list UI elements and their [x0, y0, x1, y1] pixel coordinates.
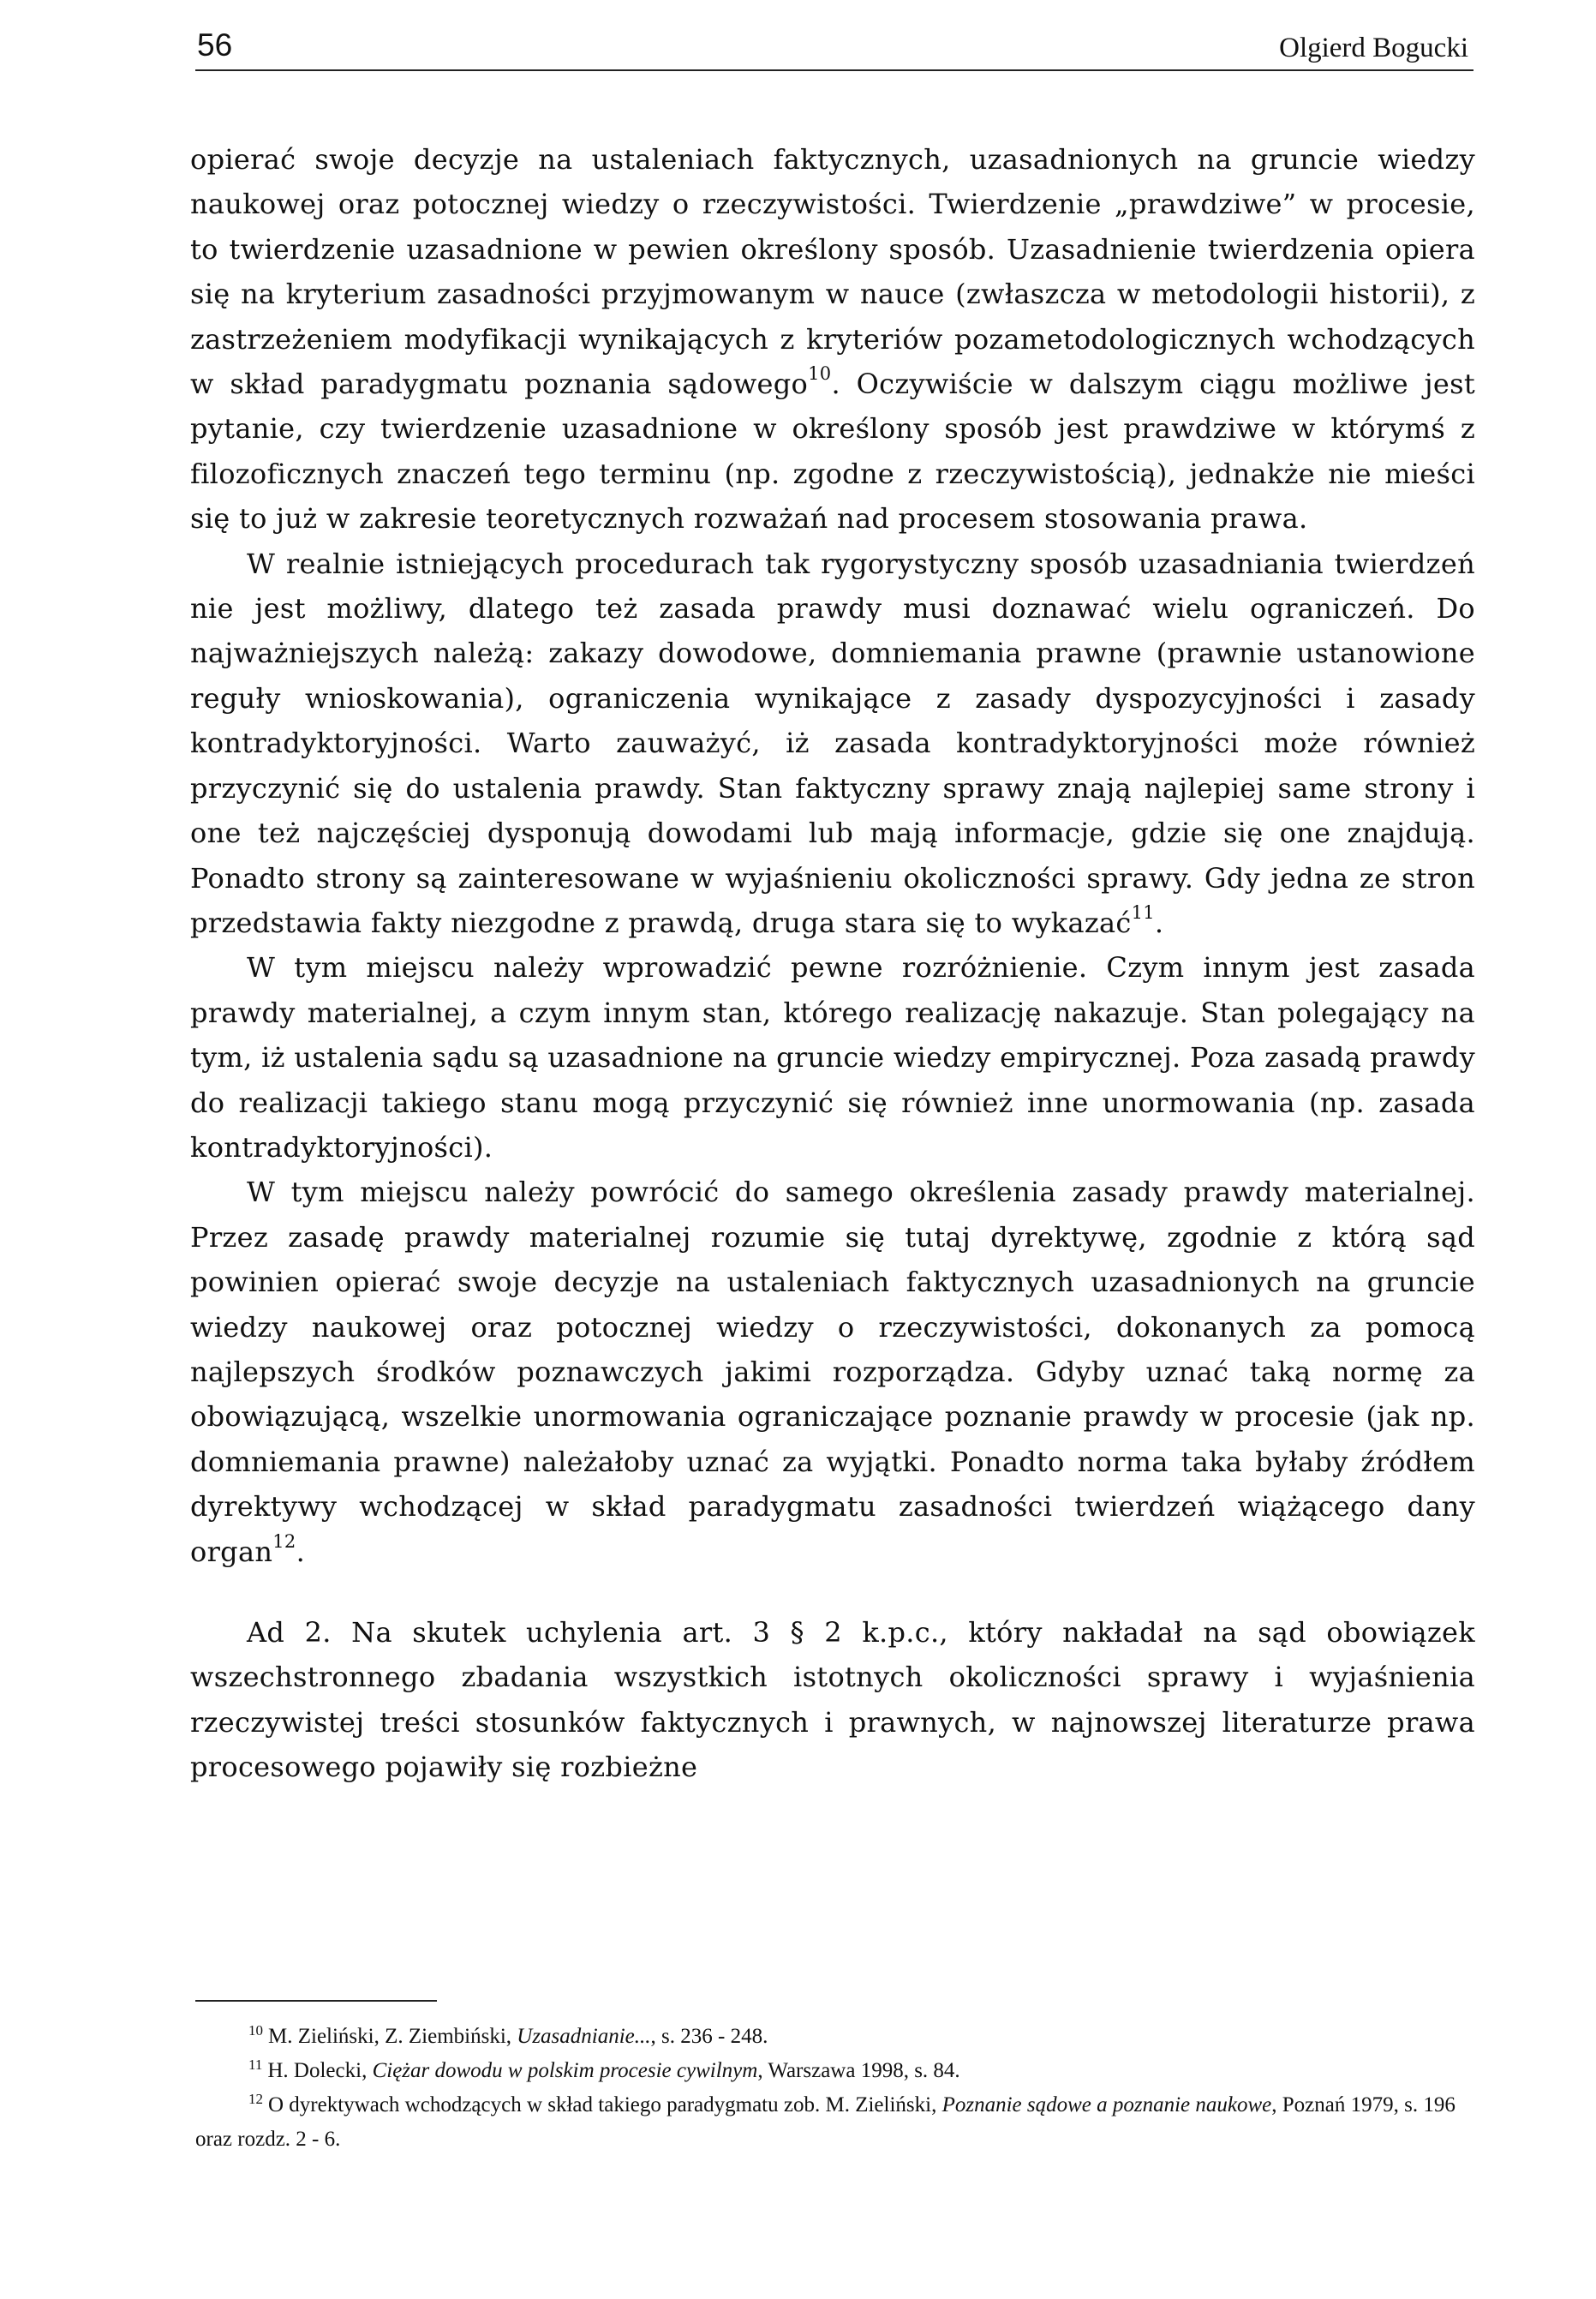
- footnote-title: Poznanie sądowe a poznanie naukowe: [941, 2093, 1272, 2116]
- footnote-number: 10: [248, 2022, 263, 2039]
- page-number: 56: [197, 27, 233, 63]
- paragraph-2-text: W realnie istniejących procedurach tak rygorystyczny sposób uzasadniania twierdzeń nie jest możliwy, dlatego też zasada prawdy musi doznawać wielu ograniczeń. Do najważniejszych należą: zakazy dowodowe, domniemania prawne (prawnie ustanowione reguły wnioskowania), ograniczenia wynikające z zasady dyspozycyjności i zasady kontradyktoryjności. Warto zauważyć, iż zasada kontradyktoryjności może również przyczynić się do ustalenia prawdy. Stan faktyczny sprawy znają najlepiej same strony i one też najczęściej dysponują dowodami lub mają informacje, gdzie się one znajdują. Ponadto strony są zainteresowane w wyjaśnieniu okoliczności sprawy. Gdy jedna ze stron przedstawia fakty niezgodne z prawdą, druga stara się to wykazać: [190, 547, 1475, 939]
- paragraph-4: [190, 1170, 1475, 1574]
- footnote-number: 12: [248, 2091, 263, 2107]
- footnote-text: , Warszawa 1998, s. 84.: [757, 2059, 960, 2082]
- paragraph-2: [190, 542, 1475, 946]
- paragraph-1-text-cont: . Oczywiście w dalszym ciągu możliwe jest pytanie, czy twierdzenie uzasadnione w określony sposób jest prawdziwe w którymś z filozoficznych znaczeń tego terminu (np. zgodne z rzeczywistością), jednakże nie mieści się to już w zakresie teoretycznych rozważań nad procesem stosowania prawa.: [190, 368, 1475, 536]
- footnotes: [195, 2021, 1473, 2156]
- footnote-text: M. Zieliński, Z. Ziembiński,: [268, 2025, 517, 2048]
- body-text: [190, 137, 1475, 1790]
- paragraph-5-text: Ad 2. Na skutek uchylenia art. 3 § 2 k.p.c., który nakładał na sąd obowiązek wszechstronnego zbadania wszystkich istotnych okoliczności sprawy i wyjaśnienia rzeczywistej treści stosunków faktycznych i prawnych, w najnowszej literaturze prawa procesowego pojawiły się rozbieżne: [190, 1616, 1475, 1784]
- footnote-text: H. Dolecki,: [267, 2059, 373, 2082]
- footnote-number: 11: [248, 2057, 263, 2073]
- paragraph-1-text: opierać swoje decyzje na ustaleniach faktycznych, uzasadnionych na gruncie wiedzy naukowej oraz potocznej wiedzy o rzeczywistości. Twierdzenie „prawdziwe” w procesie, to twierdzenie uzasadnione w pewien określony sposób. Uzasadnienie twierdzenia opiera się na kryterium zasadności przyjmowanym w nauce (zwłaszcza w metodologii historii), z zastrzeżeniem modyfikacji wynikających z kryteriów pozametodologicznych wchodzących w skład paradygmatu poznania sądowego: [190, 143, 1475, 401]
- footnote-ref-12: 12: [272, 1530, 296, 1552]
- footnote-10: [195, 2021, 1473, 2055]
- footnote-12: [195, 2089, 1473, 2156]
- paragraph-1: [190, 137, 1475, 542]
- footnote-ref-10: 10: [808, 363, 832, 385]
- footnote-text: , Poznań 1979, s. 196 oraz rozdz. 2 - 6.: [195, 2093, 1456, 2151]
- footnote-text: O dyrektywach wchodzących w skład takiego paradygmatu zob. M. Zieliński,: [268, 2093, 942, 2116]
- footnote-separator: [195, 2000, 437, 2002]
- footnote-11: [195, 2055, 1473, 2089]
- header-rule: [195, 69, 1473, 71]
- paragraph-2-text-cont: .: [1154, 906, 1164, 939]
- footnote-ref-11: 11: [1131, 902, 1155, 924]
- paragraph-3-text: W tym miejscu należy wprowadzić pewne rozróżnienie. Czym innym jest zasada prawdy materialnej, a czym innym stan, którego realizację nakazuje. Stan polegający na tym, iż ustalenia sądu są uzasadnione na gruncie wiedzy empirycznej. Poza zasadą prawdy do realizacji takiego stanu mogą przyczynić się również inne unormowania (np. zasada kontradyktoryjności).: [190, 951, 1475, 1164]
- paragraph-5: [190, 1610, 1475, 1790]
- page-header: [195, 26, 1473, 72]
- footnote-title: Ciężar dowodu w polskim procesie cywilnym: [372, 2059, 758, 2082]
- paragraph-4-text: W tym miejscu należy powrócić do samego określenia zasady prawdy materialnej. Przez zasadę prawdy materialnej rozumie się tutaj dyrektywę, zgodnie z którą sąd powinien opierać swoje decyzje na ustaleniach faktycznych uzasadnionych na gruncie wiedzy naukowej oraz potocznej wiedzy o rzeczywistości, dokonanych za pomocą najlepszych środków poznawczych jakimi rozporządza. Gdyby uznać taką normę za obowiązującą, wszelkie unormowania ograniczające poznanie prawdy w procesie (jak np. domniemania prawne) należałoby uznać za wyjątki. Ponadto norma taka byłaby źródłem dyrektywy wchodzącej w skład paradygmatu zasadności twierdzeń wiążącego dany organ: [190, 1176, 1475, 1568]
- footnote-text: , s. 236 - 248.: [650, 2025, 768, 2048]
- paragraph-4-text-cont: .: [296, 1535, 306, 1568]
- running-head-author: Olgierd Bogucki: [1279, 33, 1468, 63]
- footnote-title: Uzasadnianie...: [517, 2025, 651, 2048]
- paragraph-3: [190, 945, 1475, 1170]
